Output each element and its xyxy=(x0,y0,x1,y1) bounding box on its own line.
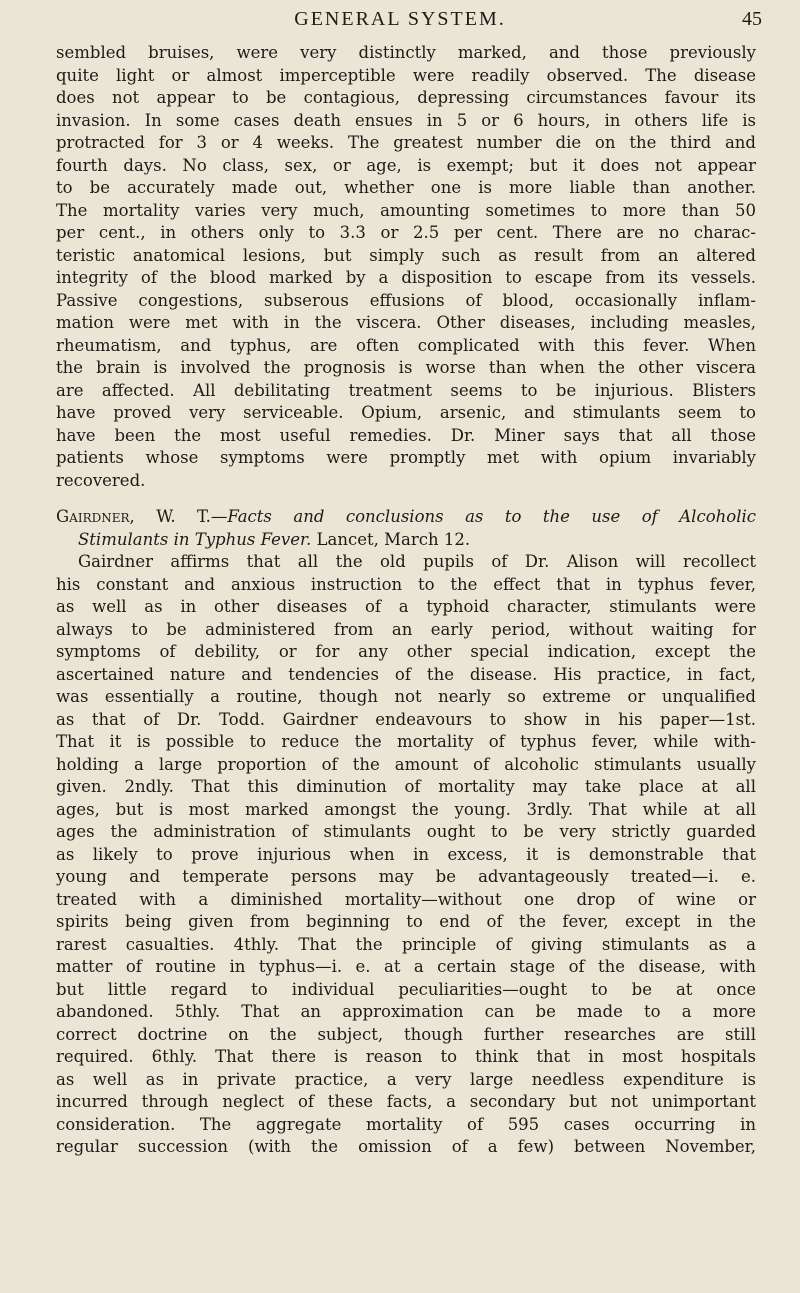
text-line: as that of Dr. Todd. Gairdner endeavours to show in his paper—1st. xyxy=(56,709,756,729)
text-line: teristic anatomical lesions, but simply such as result from an altered xyxy=(56,245,756,265)
citation-title-cont: Stimulants in Typhus Fever. xyxy=(78,529,312,549)
text-line: That it is possible to reduce the mortality of typhus fever, while with- xyxy=(56,732,756,751)
running-head-title: GENERAL SYSTEM. xyxy=(294,8,506,30)
text-line: consideration. The aggregate mortality of 595 cases occurring in xyxy=(56,1114,756,1134)
text-line: abandoned. 5thly. That an approximation can be made to a more xyxy=(56,1002,756,1021)
text-line: rheumatism, and typhus, are often complicated with this fever. When xyxy=(56,335,756,355)
text-line: as likely to prove injurious when in excess, it is demonstrable that xyxy=(56,844,756,864)
text-line: was essentially a routine, though not nearly so extreme or unqualified xyxy=(56,687,756,706)
text-line: ages, but is most marked amongst the young. 3rdly. That while at all xyxy=(56,799,756,819)
text-line: as well as in private practice, a very large needless expenditure is xyxy=(56,1069,756,1089)
text-line: Passive congestions, subserous effusions of blood, occasionally inflam- xyxy=(56,290,756,310)
running-head xyxy=(0,8,800,38)
text-line: treated with a diminished mortality—without one drop of wine or xyxy=(56,889,756,909)
text-line: the brain is involved the prognosis is worse than when the other viscera xyxy=(56,358,756,377)
text-line: symptoms of debility, or for any other special indication, except the xyxy=(56,642,756,661)
text-line: given. 2ndly. That this diminution of mortality may take place at all xyxy=(56,777,756,796)
text-line: as well as in other diseases of a typhoid character, stimulants were xyxy=(56,597,756,616)
text-line: The mortality varies very much, amounting sometimes to more than 50 xyxy=(56,200,756,220)
text-line: recovered. xyxy=(56,470,146,490)
text-line: required. 6thly. That there is reason to think that in most hospitals xyxy=(56,1047,756,1066)
text-line: does not appear to be contagious, depressing circumstances favour its xyxy=(56,88,756,107)
text-line: Gairdner affirms that all the old pupils of Dr. Alison will recollect xyxy=(78,552,756,571)
text-line: but little regard to individual peculiarities—ought to be at once xyxy=(56,979,756,999)
citation-dash: — xyxy=(210,507,228,526)
text-line: protracted for 3 or 4 weeks. The greatest number die on the third and xyxy=(56,133,756,152)
text-line: rarest casualties. 4thly. That the principle of giving stimulants as a xyxy=(56,934,756,954)
text-line: spirits being given from beginning to end of the fever, except in the xyxy=(56,912,756,931)
text-line: to be accurately made out, whether one is more liable than another. xyxy=(56,178,756,197)
text-line: have been the most useful remedies. Dr. Miner says that all those xyxy=(56,425,756,445)
text-line: his constant and anxious instruction to the effect that in typhus fever, xyxy=(56,574,756,594)
text-line: have proved very serviceable. Opium, arsenic, and stimulants seem to xyxy=(56,403,756,422)
page-number: 45 xyxy=(742,8,762,30)
text-line: fourth days. No class, sex, or age, is exempt; but it does not appear xyxy=(56,155,756,175)
citation-line xyxy=(56,506,756,529)
text-line: incurred through neglect of these facts, a secondary but not unimportant xyxy=(56,1092,756,1111)
text-line: invasion. In some cases death ensues in 5 or 6 hours, in others life is xyxy=(56,110,756,130)
text-line: patients whose symptoms were promptly met with opium invariably xyxy=(56,448,756,467)
paragraph-continued xyxy=(56,42,756,492)
text-line: always to be administered from an early period, without waiting for xyxy=(56,619,756,639)
text-line: sembled bruises, were very distinctly marked, and those previously xyxy=(56,43,756,62)
citation-source: Lancet, March 12. xyxy=(316,529,471,549)
text-line: per cent., in others only to 3.3 or 2.5 per cent. There are no charac- xyxy=(56,223,756,242)
text-line: integrity of the blood marked by a disposition to escape from its vessels. xyxy=(56,268,756,287)
text-line: quite light or almost imperceptible were readily observed. The disease xyxy=(56,65,756,85)
text-line: regular succession (with the omission of a few) between November, xyxy=(56,1137,756,1156)
paragraph-gairdner xyxy=(56,551,756,1159)
text-line: are affected. All debilitating treatment seems to be injurious. Blisters xyxy=(56,380,756,400)
text-line: ascertained nature and tendencies of the disease. His practice, in fact, xyxy=(56,664,756,684)
text-line: young and temperate persons may be advantageously treated—i. e. xyxy=(56,867,756,886)
text-line: holding a large proportion of the amount of alcoholic stimulants usually xyxy=(56,754,756,774)
text-line: matter of routine in typhus—i. e. at a certain stage of the disease, with xyxy=(56,957,756,976)
citation-entry xyxy=(56,506,756,551)
citation-line xyxy=(56,529,756,552)
citation-author: Gairdner, W. T. xyxy=(56,507,211,526)
citation-title: Facts and conclusions as to the use of Alcoholic xyxy=(227,507,756,526)
text-line: mation were met with in the viscera. Other diseases, including measles, xyxy=(56,313,756,332)
text-line: correct doctrine on the subject, though further researches are still xyxy=(56,1024,756,1044)
body-text xyxy=(56,42,756,1159)
text-line: ages the administration of stimulants ought to be very strictly guarded xyxy=(56,822,756,841)
